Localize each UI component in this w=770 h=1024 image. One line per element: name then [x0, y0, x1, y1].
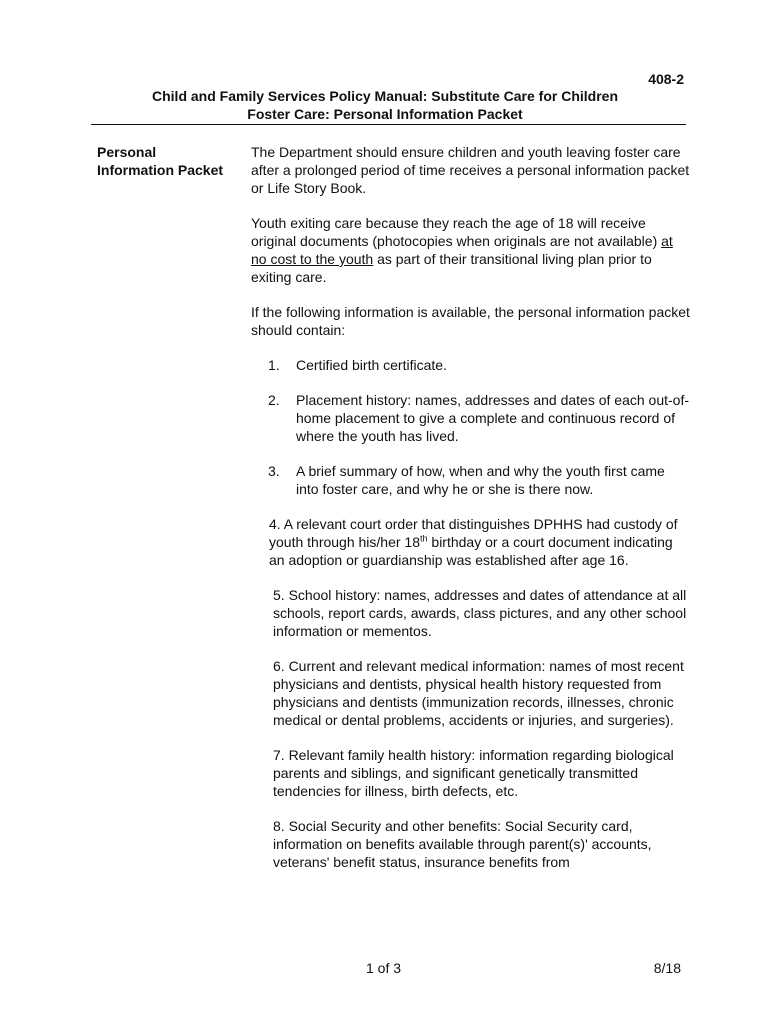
intro-paragraph: The Department should ensure children and youth leaving foster care after a prolonged period of time receives a personal information packet or Life Story Book. [251, 144, 690, 196]
policy-body [251, 143, 691, 888]
court-order-text-end: birthday or a court document indicating an adoption or guardianship was established after age 16. [269, 534, 673, 568]
social-security-item: 8. Social Security and other benefits: Social Security card, information on benefits available through parent(s)' accounts, veterans' benefit status, insurance benefits from [273, 818, 652, 870]
list-item [251, 391, 691, 445]
manual-title: Child and Family Services Policy Manual: Substitute Care for Children [152, 88, 618, 104]
list-item-number: 3. [268, 463, 280, 479]
ordinal-superscript: th [420, 533, 428, 544]
list-item-text: A brief summary of how, when and why the youth first came into foster care, and why he or she is there now. [296, 463, 665, 497]
list-item [251, 462, 691, 498]
exiting-care-paragraph [251, 214, 691, 286]
list-item-number: 2. [268, 392, 280, 408]
side-label-line-2: Information Packet [97, 162, 224, 178]
document-number: 408-2 [648, 71, 684, 87]
revision-date: 8/18 [653, 960, 681, 976]
header-divider [91, 124, 686, 125]
list-item-text: Placement history: names, addresses and dates of each out-of-home placement to give a complete and continuous record of where the youth has lived. [296, 392, 689, 444]
packet-contents-intro: If the following information is available, the personal information packet should contain: [251, 304, 690, 338]
family-health-history-item: 7. Relevant family health history: information regarding biological parents and siblings, and significant genetically transmitted tendencies for illness, birth defects, etc. [273, 747, 674, 799]
no-cost-emphasis: at no cost to the youth [251, 233, 673, 267]
court-order-text-start: 4. A relevant court order that distinguishes DPHHS had custody of youth through his/her 18 [269, 516, 678, 550]
side-label-line-1: Personal [97, 144, 157, 160]
school-history-item: 5. School history: names, addresses and dates of attendance at all schools, report cards, awards, class pictures, and any other school information or mementos. [273, 587, 687, 639]
packet-contents-list [251, 356, 691, 498]
list-item-text: Certified birth certificate. [296, 357, 447, 373]
exiting-text-start: Youth exiting care because they reach the age of 18 will receive original documents (photocopies when originals are not available) [251, 215, 662, 249]
exiting-text-end: as part of their transitional living plan prior to exiting care. [251, 251, 652, 285]
list-item-number: 1. [268, 357, 280, 373]
page-number: 1 of 3 [366, 960, 402, 976]
side-label [97, 143, 223, 179]
court-order-item [269, 515, 691, 569]
section-title: Foster Care: Personal Information Packet [247, 106, 523, 122]
medical-information-item: 6. Current and relevant medical information: names of most recent physicians and dentists, physical health history requested from physicians and dentists (immunization records, illnesses, chronic medical or dental problems, accidents or injuries, and surgeries). [273, 658, 684, 728]
list-item [251, 356, 691, 374]
